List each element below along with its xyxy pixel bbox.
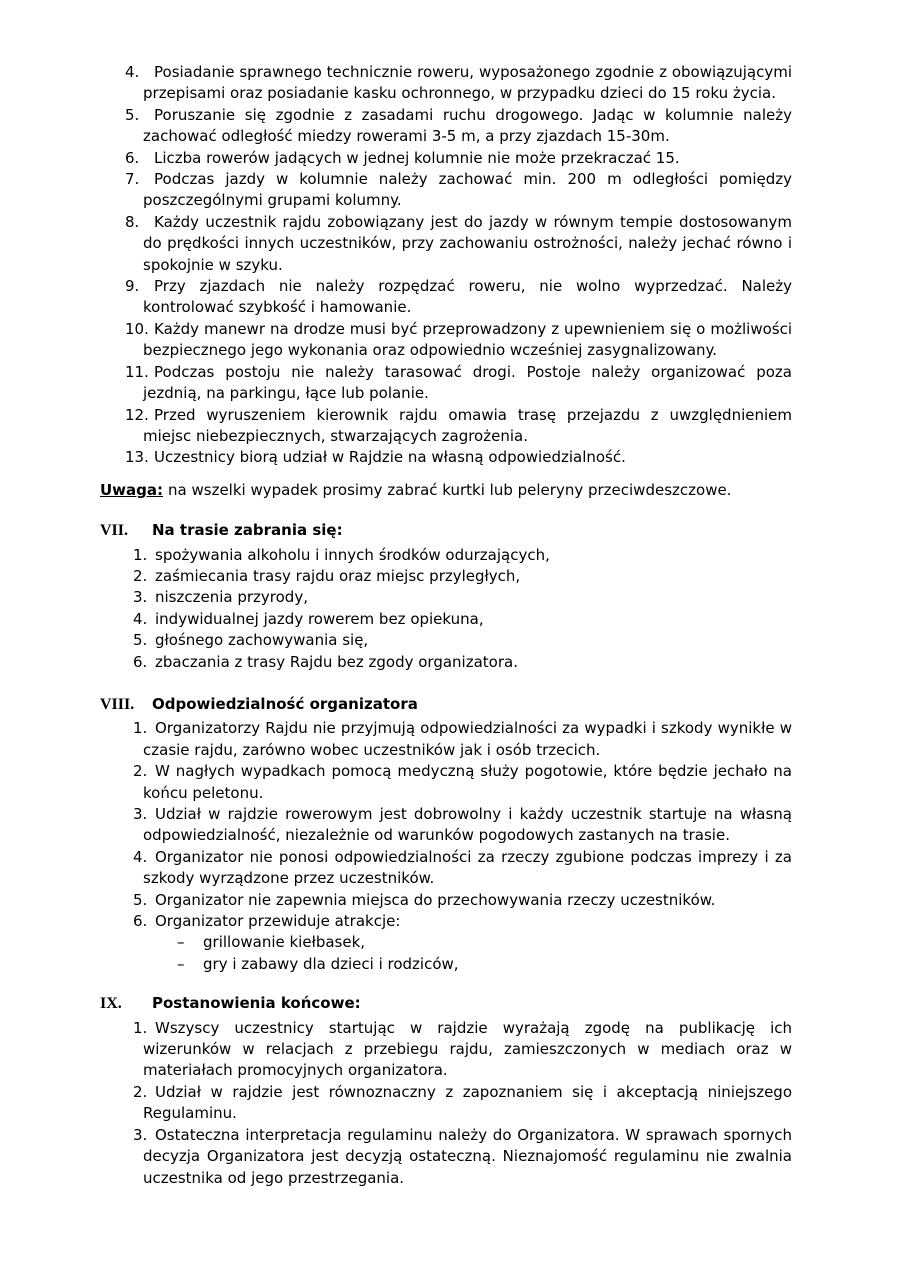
- section-ix: [0, 993, 900, 1189]
- list-item: [125, 169, 792, 212]
- item-number: 3.: [133, 805, 148, 823]
- item-text: Podczas jazdy w kolumnie należy zachować min. 200 m odległości pomiędzy poszczególnymi grupami kolumny.: [143, 170, 792, 210]
- item-number: 13.: [125, 448, 149, 467]
- list-item: [133, 804, 792, 847]
- dash-icon: –: [177, 933, 185, 952]
- item-text: Każdy uczestnik rajdu zobowiązany jest do jazdy w równym tempie dostosowanym do prędkości innych uczestników, przy zachowaniu ostrożności, należy jechać równo i spokojnie w szyku.: [143, 212, 792, 274]
- list-item: [133, 545, 792, 566]
- item-text: Przed wyruszeniem kierownik rajdu omawia trasę przejazdu z uwzględnieniem miejsc niebezpiecznych, stwarzających zagrożenia.: [143, 405, 792, 445]
- numbered-list-continued: [0, 62, 900, 469]
- item-number: 2.: [133, 1082, 148, 1101]
- item-number: 5.: [133, 890, 148, 909]
- list-item: [133, 1125, 792, 1189]
- section-vii: [0, 520, 900, 673]
- item-text: spożywania alkoholu i innych środków odurzających,: [155, 545, 550, 564]
- item-number: 12.: [125, 405, 149, 424]
- item-number: 2.: [133, 762, 148, 781]
- item-text: zaśmiecania trasy rajdu oraz miejsc przyległych,: [155, 566, 521, 585]
- item-text: grillowanie kiełbasek,: [203, 933, 366, 952]
- item-number: 1.: [133, 1018, 148, 1037]
- item-number: 1.: [133, 545, 148, 564]
- dash-list-item: [177, 954, 792, 975]
- item-number: 9.: [125, 277, 140, 296]
- item-text: Przy zjazdach nie należy rozpędzać roweru, nie wolno wyprzedzać. Należy kontrolować szybkość i hamowanie.: [143, 277, 792, 317]
- item-number: 4.: [133, 847, 148, 866]
- section-title: Postanowienia końcowe:: [152, 994, 361, 1013]
- item-number: 4.: [125, 63, 140, 81]
- list-item: [133, 1018, 792, 1082]
- item-number: 5.: [133, 631, 148, 650]
- list-item: [125, 62, 792, 105]
- item-number: 6.: [133, 912, 148, 931]
- item-text: Poruszanie się zgodnie z zasadami ruchu drogowego. Jadąc w kolumnie należy zachować odległość miedzy rowerami 3-5 m, a przy zjazdach 15-30m.: [143, 105, 792, 146]
- item-text: głośnego zachowywania się,: [155, 631, 369, 650]
- note-label: Uwaga:: [100, 480, 164, 499]
- section-heading: [100, 694, 792, 715]
- section-numeral: VIII.: [100, 695, 135, 713]
- item-text: indywidualnej jazdy rowerem bez opiekuna,: [155, 609, 484, 628]
- list-item: [133, 761, 792, 804]
- list-item: [125, 148, 792, 169]
- item-text: gry i zabawy dla dzieci i rodziców,: [203, 954, 459, 973]
- section-title: Na trasie zabrania się:: [152, 521, 343, 540]
- list-item: [133, 566, 792, 587]
- item-text: Organizator nie zapewnia miejsca do przechowywania rzeczy uczestników.: [155, 890, 716, 909]
- item-text: zbaczania z trasy Rajdu bez zgody organizatora.: [155, 652, 518, 671]
- item-text: Udział w rajdzie jest równoznaczny z zapoznaniem się i akceptacją niniejszego Regulaminu.: [143, 1082, 792, 1123]
- list-item: [125, 447, 792, 468]
- item-number: 1.: [133, 719, 148, 738]
- list-item: [133, 911, 792, 932]
- note: [100, 480, 792, 501]
- list-item: [133, 587, 792, 608]
- list-item: [133, 1082, 792, 1125]
- list-item: [133, 652, 792, 673]
- section-numeral: IX.: [100, 995, 122, 1013]
- item-number: 4.: [133, 609, 148, 628]
- list-item: [133, 847, 792, 890]
- item-text: Organizatorzy Rajdu nie przyjmują odpowiedzialności za wypadki i szkody wynikłe w czasie rajdu, zarówno wobec uczestników jak i osób trzecich.: [143, 719, 792, 759]
- item-number: 3.: [133, 588, 148, 607]
- section-title: Odpowiedzialność organizatora: [152, 694, 418, 713]
- list-item: [125, 319, 792, 362]
- list-item: [133, 890, 792, 911]
- item-text: Udział w rajdzie rowerowym jest dobrowolny i każdy uczestnik startuje na własną odpowiedzialność, niezależnie od warunków pogodowych zastanych na trasie.: [143, 805, 792, 845]
- section-numeral: VII.: [100, 522, 129, 540]
- list-item: [133, 609, 792, 630]
- item-text: Organizator przewiduje atrakcje:: [155, 912, 401, 931]
- list-item: [125, 362, 792, 405]
- item-text: Uczestnicy biorą udział w Rajdzie na własną odpowiedzialność.: [154, 448, 626, 467]
- list-item: [125, 105, 792, 148]
- list-item: [125, 405, 792, 448]
- section-heading: [100, 993, 792, 1014]
- item-text: W nagłych wypadkach pomocą medyczną służy pogotowie, które będzie jechało na końcu peletonu.: [143, 762, 792, 802]
- section-heading: [100, 520, 792, 541]
- item-number: 6.: [133, 652, 148, 671]
- item-text: Ostateczna interpretacja regulaminu należy do Organizatora. W sprawach spornych decyzja Organizatora jest decyzją ostateczną. Nieznajomość regulaminu nie zwalnia uczestnika od jego przestrzegania.: [143, 1125, 792, 1187]
- list-item: [125, 276, 792, 319]
- note-text: na wszelki wypadek prosimy zabrać kurtki lub peleryny przeciwdeszczowe.: [168, 480, 732, 499]
- item-text: Wszyscy uczestnicy startując w rajdzie wyrażają zgodę na publikację ich wizerunków w relacjach z przebiegu rajdu, zamieszczonych w mediach oraz w materiałach promocyjnych organizatora.: [143, 1018, 792, 1080]
- dash-list-item: [177, 932, 792, 953]
- list-item: [133, 630, 792, 651]
- item-text: Liczba rowerów jadących w jednej kolumnie nie może przekraczać 15.: [154, 148, 680, 167]
- item-number: 3.: [133, 1125, 148, 1144]
- list-item: [125, 212, 792, 276]
- item-text: Organizator nie ponosi odpowiedzialności za rzeczy zgubione podczas imprezy i za szkody wyrządzone przez uczestników.: [143, 847, 792, 888]
- item-number: 11.: [125, 362, 149, 381]
- item-number: 8.: [125, 212, 140, 231]
- item-number: 2.: [133, 566, 148, 585]
- item-number: 5.: [125, 105, 140, 124]
- item-number: 6.: [125, 148, 140, 167]
- list-item: [133, 718, 792, 761]
- dash-icon: –: [177, 954, 185, 973]
- item-number: 10.: [125, 319, 149, 338]
- item-text: Podczas postoju nie należy tarasować drogi. Postoje należy organizować poza jezdnią, na parkingu, łące lub polanie.: [143, 362, 792, 403]
- item-number: 7.: [125, 170, 140, 189]
- item-text: niszczenia przyrody,: [155, 588, 308, 607]
- section-viii: [0, 694, 900, 975]
- item-text: Każdy manewr na drodze musi być przeprowadzony z upewnieniem się o możliwości bezpiecznego jego wykonania oraz odpowiednio wcześniej zasygnalizowany.: [143, 319, 792, 360]
- item-text: Posiadanie sprawnego technicznie roweru, wyposażonego zgodnie z obowiązującymi przepisami oraz posiadanie kasku ochronnego, w przypadku dzieci do 15 roku życia.: [143, 63, 792, 103]
